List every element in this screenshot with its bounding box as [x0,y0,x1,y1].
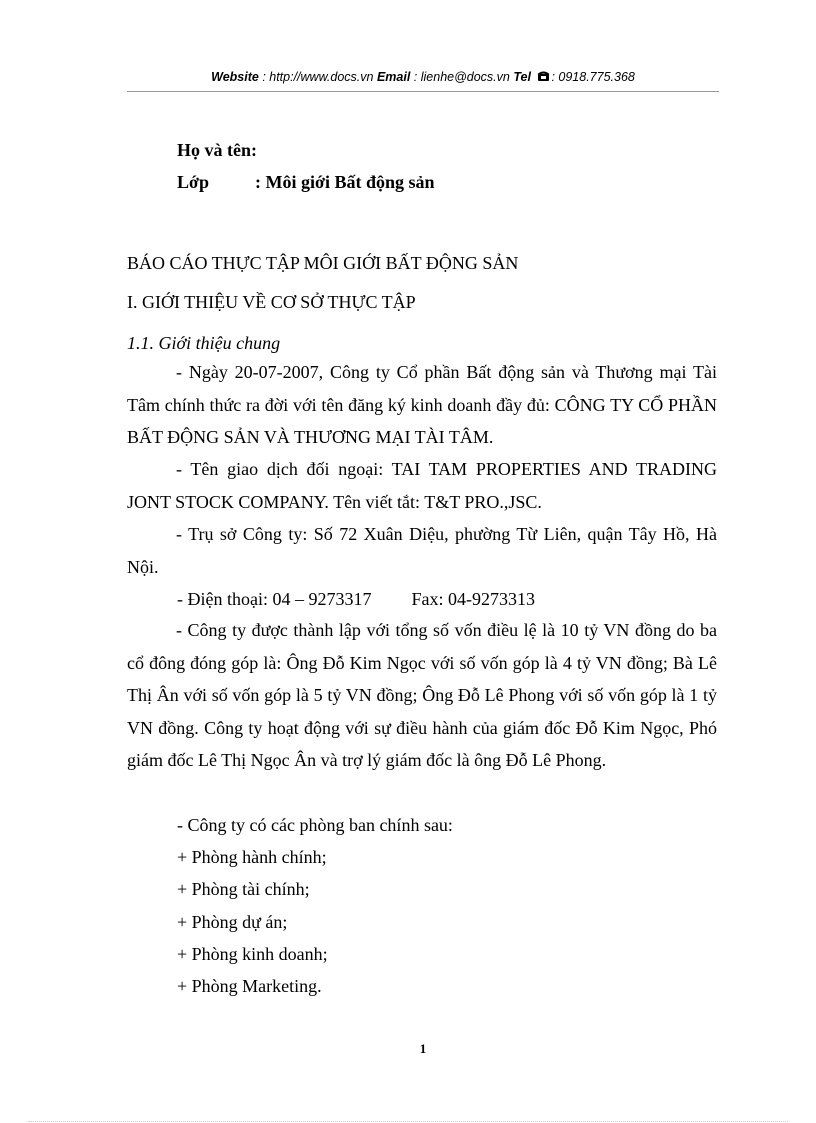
paragraph-trade-name: - Tên giao dịch đối ngoại: TAI TAM PROPERTIES AND TRADING JONT STOCK COMPANY. Tên viết tắt: T&T PRO.,JSC. [127,459,717,512]
phone-text: - Điện thoại: 04 – 9273317 [177,589,372,609]
fax-text: Fax: 04-9273313 [411,589,535,609]
paragraph-address: - Trụ sở Công ty: Số 72 Xuân Diệu, phường Từ Liên, quận Tây Hồ, Hà Nội. [127,524,717,577]
page-number: 1 [419,1041,427,1056]
student-class-row [177,172,435,193]
subsection-title: 1.1. Giới thiệu chung [127,333,281,353]
email-value: : lienhe@docs.vn [410,70,514,84]
header-divider [127,91,719,92]
tel-label: Tel [513,70,531,84]
phone-icon [537,70,550,85]
website-value: : http://www.docs.vn [258,70,377,84]
name-label: Họ và tên: [177,140,257,160]
paragraph-founding: - Ngày 20-07-2007, Công ty Cổ phần Bất động sản và Thương mại Tài Tâm chính thức ra đời với tên đăng ký kinh doanh đầy đủ: CÔNG TY CỔ PHẦN BẤT ĐỘNG SẢN VÀ THƯƠNG MẠI TÀI TÂM. [127,362,717,447]
class-label: Lớp [177,172,209,192]
page-bottom-border [28,1121,788,1122]
department-item: + Phòng kinh doanh; [177,944,328,964]
email-label: Email [376,70,411,84]
contact-line [177,589,535,610]
student-name-row [177,140,257,161]
section-title: I. GIỚI THIỆU VỀ CƠ SỞ THỰC TẬP [127,292,416,312]
tel-value: : 0918.775.368 [551,70,635,84]
departments-intro: - Công ty có các phòng ban chính sau: [177,815,453,835]
class-value: : Môi giới Bất động sản [255,172,435,192]
department-item: + Phòng tài chính; [177,879,310,899]
website-label: Website [211,70,259,84]
department-item: + Phòng Marketing. [177,976,322,996]
report-title: BÁO CÁO THỰC TẬP MÔI GIỚI BẤT ĐỘNG SẢN [127,253,519,273]
department-item: + Phòng dự án; [177,912,288,932]
department-item: + Phòng hành chính; [177,847,327,867]
paragraph-capital: - Công ty được thành lập với tổng số vốn điều lệ là 10 tỷ VN đồng do ba cổ đông đóng góp là: Ông Đỗ Kim Ngọc với số vốn góp là 4 tỷ VN đồng; Bà Lê Thị Ân với số vốn góp là 5 tỷ VN đồng; Ông Đỗ Lê Phong với số vốn góp là 1 tỷ VN đồng. Công ty hoạt động với sự điều hành của giám đốc Đỗ Kim Ngọc, Phó giám đốc Lê Thị Ngọc Ân và trợ lý giám đốc là ông Đỗ Lê Phong. [127,620,717,770]
page-header [127,70,719,85]
